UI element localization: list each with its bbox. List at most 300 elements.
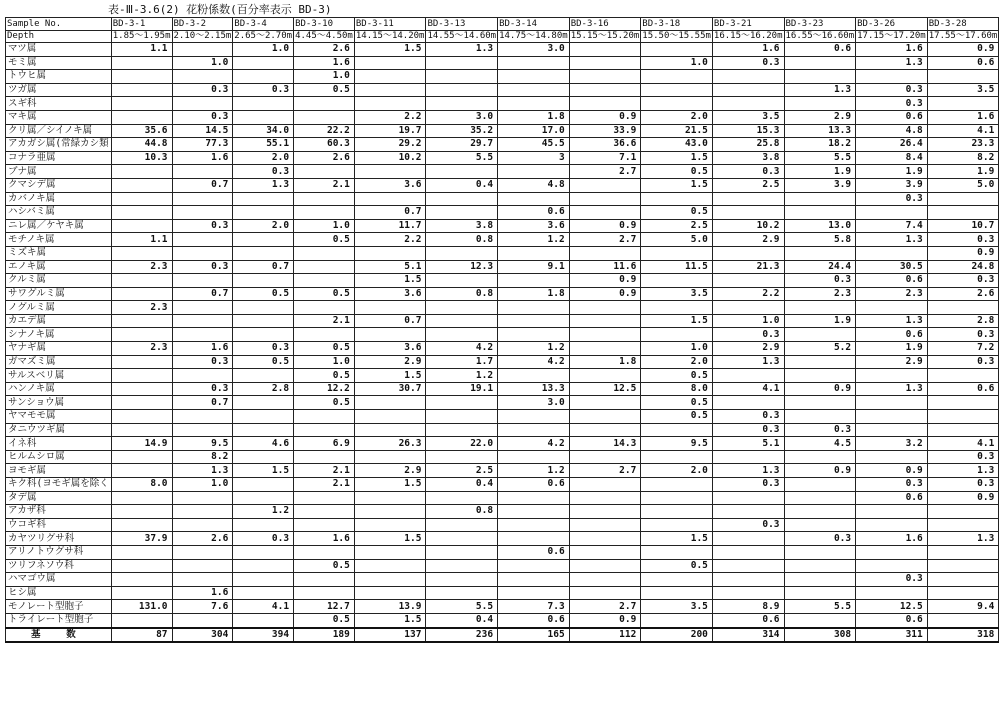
value-cell: 1.9: [927, 165, 999, 179]
taxon-name-cell: カエデ属: [6, 314, 112, 328]
value-cell: [294, 301, 355, 315]
value-cell: [426, 396, 498, 410]
taxon-name-cell: マキ属: [6, 110, 112, 124]
value-cell: 2.3: [111, 301, 172, 315]
value-cell: [712, 206, 784, 220]
value-cell: 0.5: [641, 410, 713, 424]
value-cell: 0.3: [712, 478, 784, 492]
value-cell: 1.5: [354, 369, 426, 383]
value-cell: 7.2: [927, 342, 999, 356]
value-cell: [233, 423, 294, 437]
value-cell: [712, 396, 784, 410]
value-cell: 1.0: [172, 56, 233, 70]
value-cell: 13.9: [354, 600, 426, 614]
value-cell: [856, 518, 928, 532]
value-cell: [294, 518, 355, 532]
depth-cell: 14.55～14.60m: [427, 31, 497, 42]
value-cell: 0.9: [927, 246, 999, 260]
value-cell: [172, 43, 233, 57]
value-cell: 17.0: [498, 124, 570, 138]
value-cell: [712, 369, 784, 383]
taxon-name-cell: タニウツギ属: [6, 423, 112, 437]
value-cell: [172, 301, 233, 315]
value-cell: [712, 83, 784, 97]
table-row: [6, 382, 999, 396]
value-cell: 3.9: [784, 178, 856, 192]
value-cell: 3.8: [712, 151, 784, 165]
value-cell: 2.3: [784, 287, 856, 301]
depth-cell: 2.10～2.15m: [173, 31, 232, 42]
value-cell: [172, 97, 233, 111]
value-cell: 3.5: [641, 287, 713, 301]
value-cell: 2.0: [641, 110, 713, 124]
table-row: [6, 491, 999, 505]
value-cell: [856, 559, 928, 573]
value-cell: 0.6: [784, 43, 856, 57]
value-cell: [927, 70, 999, 84]
value-cell: 0.5: [641, 369, 713, 383]
taxon-name-cell: クマシデ属: [6, 178, 112, 192]
value-cell: [498, 301, 570, 315]
value-cell: 4.1: [927, 124, 999, 138]
value-cell: 1.9: [784, 314, 856, 328]
value-cell: 4.2: [426, 342, 498, 356]
value-cell: [498, 165, 570, 179]
value-cell: [784, 328, 856, 342]
value-cell: [712, 491, 784, 505]
value-cell: [426, 70, 498, 84]
table-row: [6, 559, 999, 573]
value-cell: 1.3: [712, 355, 784, 369]
value-cell: [233, 301, 294, 315]
value-cell: [498, 505, 570, 519]
value-cell: [498, 491, 570, 505]
value-cell: 10.2: [712, 219, 784, 233]
value-cell: 60.3: [294, 138, 355, 152]
value-cell: 3.8: [426, 219, 498, 233]
value-cell: 1.1: [111, 233, 172, 247]
value-cell: 30.5: [856, 260, 928, 274]
value-cell: [111, 287, 172, 301]
value-cell: [354, 586, 426, 600]
value-cell: [426, 573, 498, 587]
value-cell: 22.0: [426, 437, 498, 451]
value-cell: [172, 518, 233, 532]
value-cell: [927, 369, 999, 383]
table-row: [6, 192, 999, 206]
value-cell: [294, 423, 355, 437]
value-cell: 1.9: [856, 342, 928, 356]
table-row: [6, 518, 999, 532]
value-cell: 4.6: [233, 437, 294, 451]
value-cell: 44.8: [111, 138, 172, 152]
value-cell: [233, 518, 294, 532]
value-cell: 0.3: [712, 328, 784, 342]
value-cell: [111, 83, 172, 97]
value-cell: 0.4: [426, 613, 498, 627]
value-cell: 0.3: [856, 573, 928, 587]
value-cell: 45.5: [498, 138, 570, 152]
value-cell: [111, 328, 172, 342]
value-cell: 13.3: [498, 382, 570, 396]
sample-id-cell: BD-3-10: [294, 18, 355, 31]
table-row: [6, 613, 999, 627]
value-cell: 18.2: [784, 138, 856, 152]
value-cell: [569, 396, 641, 410]
value-cell: 2.9: [784, 110, 856, 124]
value-cell: [111, 464, 172, 478]
table-row: [6, 423, 999, 437]
value-cell: [569, 43, 641, 57]
value-cell: 25.8: [712, 138, 784, 152]
value-cell: [856, 505, 928, 519]
value-cell: [354, 165, 426, 179]
value-cell: [856, 396, 928, 410]
value-cell: [111, 165, 172, 179]
value-cell: [856, 369, 928, 383]
value-cell: [784, 491, 856, 505]
value-cell: [856, 410, 928, 424]
total-value-cell: 189: [294, 628, 355, 643]
value-cell: 1.2: [498, 233, 570, 247]
value-cell: [294, 206, 355, 220]
value-cell: 0.9: [927, 491, 999, 505]
value-cell: [354, 491, 426, 505]
value-cell: [172, 314, 233, 328]
sample-id-cell: BD-3-16: [569, 18, 641, 31]
value-cell: 0.8: [426, 505, 498, 519]
value-cell: 0.3: [172, 382, 233, 396]
value-cell: [426, 518, 498, 532]
value-cell: 0.9: [569, 287, 641, 301]
table-row: [6, 464, 999, 478]
value-cell: 0.8: [426, 287, 498, 301]
value-cell: 0.5: [294, 83, 355, 97]
value-cell: [294, 246, 355, 260]
value-cell: [354, 423, 426, 437]
value-cell: [172, 545, 233, 559]
sample-id-cell: BD-3-4: [233, 18, 294, 31]
taxon-name-cell: ノグルミ属: [6, 301, 112, 315]
value-cell: 8.9: [712, 600, 784, 614]
value-cell: 2.3: [856, 287, 928, 301]
table-row: [6, 600, 999, 614]
value-cell: 1.2: [233, 505, 294, 519]
value-cell: [233, 314, 294, 328]
value-cell: 0.6: [498, 613, 570, 627]
value-cell: 1.8: [498, 287, 570, 301]
value-cell: 1.3: [856, 56, 928, 70]
value-cell: 1.8: [569, 355, 641, 369]
value-cell: 9.1: [498, 260, 570, 274]
table-row: [6, 260, 999, 274]
table-row: [6, 124, 999, 138]
value-cell: [233, 369, 294, 383]
value-cell: 1.3: [856, 382, 928, 396]
value-cell: 2.7: [569, 600, 641, 614]
value-cell: [233, 274, 294, 288]
value-cell: 0.3: [712, 518, 784, 532]
depth-cell: 2.65～2.70m: [234, 31, 293, 42]
value-cell: [641, 545, 713, 559]
value-cell: [927, 545, 999, 559]
table-row: [6, 314, 999, 328]
value-cell: [498, 192, 570, 206]
value-cell: 14.5: [172, 124, 233, 138]
value-cell: [712, 545, 784, 559]
value-cell: 0.6: [856, 110, 928, 124]
taxon-name-cell: ハンノキ属: [6, 382, 112, 396]
value-cell: [498, 450, 570, 464]
taxon-name-cell: コナラ亜属: [6, 151, 112, 165]
value-cell: [426, 192, 498, 206]
value-cell: [233, 56, 294, 70]
value-cell: 1.0: [294, 70, 355, 84]
value-cell: 0.3: [712, 165, 784, 179]
value-cell: [233, 328, 294, 342]
table-row: [6, 505, 999, 519]
value-cell: [498, 586, 570, 600]
value-cell: 1.0: [712, 314, 784, 328]
value-cell: 0.7: [172, 396, 233, 410]
value-cell: 0.5: [294, 559, 355, 573]
value-cell: 2.9: [354, 355, 426, 369]
value-cell: 0.3: [784, 532, 856, 546]
table-row: [6, 178, 999, 192]
value-cell: [172, 505, 233, 519]
total-value-cell: 314: [712, 628, 784, 643]
value-cell: 0.3: [856, 83, 928, 97]
value-cell: 0.3: [233, 342, 294, 356]
value-cell: [426, 246, 498, 260]
value-cell: 29.7: [426, 138, 498, 152]
value-cell: 0.3: [927, 355, 999, 369]
value-cell: [712, 505, 784, 519]
value-cell: 1.1: [111, 43, 172, 57]
sample-id-cell: BD-3-14: [498, 18, 570, 31]
value-cell: 1.5: [354, 532, 426, 546]
value-cell: [569, 301, 641, 315]
value-cell: 8.2: [927, 151, 999, 165]
value-cell: 3.6: [354, 342, 426, 356]
taxon-name-cell: モチノキ属: [6, 233, 112, 247]
value-cell: 1.0: [172, 478, 233, 492]
value-cell: 30.7: [354, 382, 426, 396]
value-cell: 1.5: [641, 151, 713, 165]
value-cell: [927, 613, 999, 627]
value-cell: [354, 518, 426, 532]
value-cell: [927, 559, 999, 573]
value-cell: [641, 246, 713, 260]
value-cell: [426, 410, 498, 424]
value-cell: 4.8: [498, 178, 570, 192]
value-cell: 21.5: [641, 124, 713, 138]
value-cell: [233, 97, 294, 111]
value-cell: [111, 178, 172, 192]
value-cell: [569, 586, 641, 600]
sample-id-cell: BD-3-11: [354, 18, 426, 31]
value-cell: [641, 328, 713, 342]
header-row-depth: [6, 30, 999, 43]
value-cell: [294, 110, 355, 124]
table-row: [6, 274, 999, 288]
value-cell: [927, 192, 999, 206]
taxon-name-cell: ハシバミ属: [6, 206, 112, 220]
taxon-name-cell: カヤツリグサ科: [6, 532, 112, 546]
value-cell: 1.6: [172, 342, 233, 356]
value-cell: 4.2: [498, 437, 570, 451]
taxon-name-cell: クリ属／シイノキ属: [6, 124, 112, 138]
depth-label: Depth: [6, 30, 112, 43]
value-cell: [569, 545, 641, 559]
value-cell: 0.3: [856, 192, 928, 206]
total-row: [6, 628, 999, 643]
value-cell: 9.5: [641, 437, 713, 451]
value-cell: 37.9: [111, 532, 172, 546]
value-cell: [233, 70, 294, 84]
value-cell: [569, 314, 641, 328]
sample-id-cell: BD-3-28: [927, 18, 999, 31]
value-cell: 1.3: [712, 464, 784, 478]
value-cell: 5.8: [784, 233, 856, 247]
value-cell: [498, 274, 570, 288]
total-value-cell: 318: [927, 628, 999, 643]
value-cell: [233, 233, 294, 247]
value-cell: [498, 70, 570, 84]
value-cell: [172, 410, 233, 424]
value-cell: 0.5: [294, 613, 355, 627]
value-cell: [927, 410, 999, 424]
taxon-name-cell: モミ属: [6, 56, 112, 70]
value-cell: [498, 97, 570, 111]
value-cell: [233, 192, 294, 206]
value-cell: [111, 56, 172, 70]
value-cell: [641, 423, 713, 437]
value-cell: 7.1: [569, 151, 641, 165]
value-cell: 2.2: [354, 233, 426, 247]
value-cell: [784, 559, 856, 573]
value-cell: 2.1: [294, 314, 355, 328]
value-cell: 0.4: [426, 178, 498, 192]
value-cell: [927, 396, 999, 410]
value-cell: [712, 559, 784, 573]
value-cell: [856, 423, 928, 437]
value-cell: 23.3: [927, 138, 999, 152]
value-cell: [354, 97, 426, 111]
table-row: [6, 328, 999, 342]
value-cell: 8.0: [641, 382, 713, 396]
value-cell: 1.5: [354, 274, 426, 288]
value-cell: 2.5: [641, 219, 713, 233]
value-cell: [641, 505, 713, 519]
value-cell: [712, 573, 784, 587]
value-cell: 1.2: [426, 369, 498, 383]
table-row: [6, 355, 999, 369]
table-row: [6, 246, 999, 260]
value-cell: 12.7: [294, 600, 355, 614]
value-cell: [233, 613, 294, 627]
sample-id-cell: BD-3-13: [426, 18, 498, 31]
value-cell: [784, 573, 856, 587]
value-cell: 0.5: [641, 396, 713, 410]
value-cell: [426, 532, 498, 546]
value-cell: 1.0: [294, 355, 355, 369]
taxon-name-cell: ヒシ属: [6, 586, 112, 600]
value-cell: [172, 165, 233, 179]
value-cell: 0.3: [856, 478, 928, 492]
taxon-name-cell: アリノトウグサ科: [6, 545, 112, 559]
value-cell: 11.6: [569, 260, 641, 274]
value-cell: 35.6: [111, 124, 172, 138]
value-cell: 2.2: [354, 110, 426, 124]
value-cell: 1.8: [498, 110, 570, 124]
value-cell: 0.4: [426, 478, 498, 492]
value-cell: 24.4: [784, 260, 856, 274]
taxon-name-cell: ツリフネソウ科: [6, 559, 112, 573]
value-cell: [498, 56, 570, 70]
value-cell: [784, 450, 856, 464]
depth-cell: 15.50～15.55m: [642, 31, 711, 42]
value-cell: [354, 56, 426, 70]
value-cell: 0.9: [784, 464, 856, 478]
value-cell: [784, 586, 856, 600]
value-cell: [498, 559, 570, 573]
value-cell: [111, 97, 172, 111]
value-cell: 0.6: [927, 382, 999, 396]
total-value-cell: 200: [641, 628, 713, 643]
value-cell: [569, 491, 641, 505]
value-cell: 2.3: [111, 342, 172, 356]
value-cell: 0.9: [569, 613, 641, 627]
value-cell: 13.3: [784, 124, 856, 138]
value-cell: 5.5: [426, 600, 498, 614]
table-row: [6, 219, 999, 233]
value-cell: 3.0: [498, 396, 570, 410]
value-cell: [426, 559, 498, 573]
value-cell: [294, 274, 355, 288]
value-cell: 0.5: [641, 165, 713, 179]
value-cell: 0.3: [172, 355, 233, 369]
value-cell: [569, 206, 641, 220]
value-cell: 3.5: [712, 110, 784, 124]
value-cell: 4.8: [856, 124, 928, 138]
value-cell: 8.4: [856, 151, 928, 165]
value-cell: [111, 192, 172, 206]
value-cell: 2.2: [712, 287, 784, 301]
table-row: [6, 342, 999, 356]
value-cell: [172, 613, 233, 627]
value-cell: [569, 410, 641, 424]
value-cell: 8.2: [172, 450, 233, 464]
value-cell: 0.9: [569, 274, 641, 288]
value-cell: 1.6: [172, 151, 233, 165]
value-cell: [111, 314, 172, 328]
value-cell: 12.3: [426, 260, 498, 274]
value-cell: 14.9: [111, 437, 172, 451]
value-cell: 1.0: [233, 43, 294, 57]
value-cell: [498, 518, 570, 532]
value-cell: 4.1: [712, 382, 784, 396]
value-cell: 6.9: [294, 437, 355, 451]
value-cell: [927, 505, 999, 519]
value-cell: 1.5: [641, 532, 713, 546]
value-cell: 0.3: [233, 532, 294, 546]
value-cell: 0.6: [498, 206, 570, 220]
value-cell: 34.0: [233, 124, 294, 138]
value-cell: 26.3: [354, 437, 426, 451]
value-cell: [641, 491, 713, 505]
value-cell: 0.5: [641, 559, 713, 573]
